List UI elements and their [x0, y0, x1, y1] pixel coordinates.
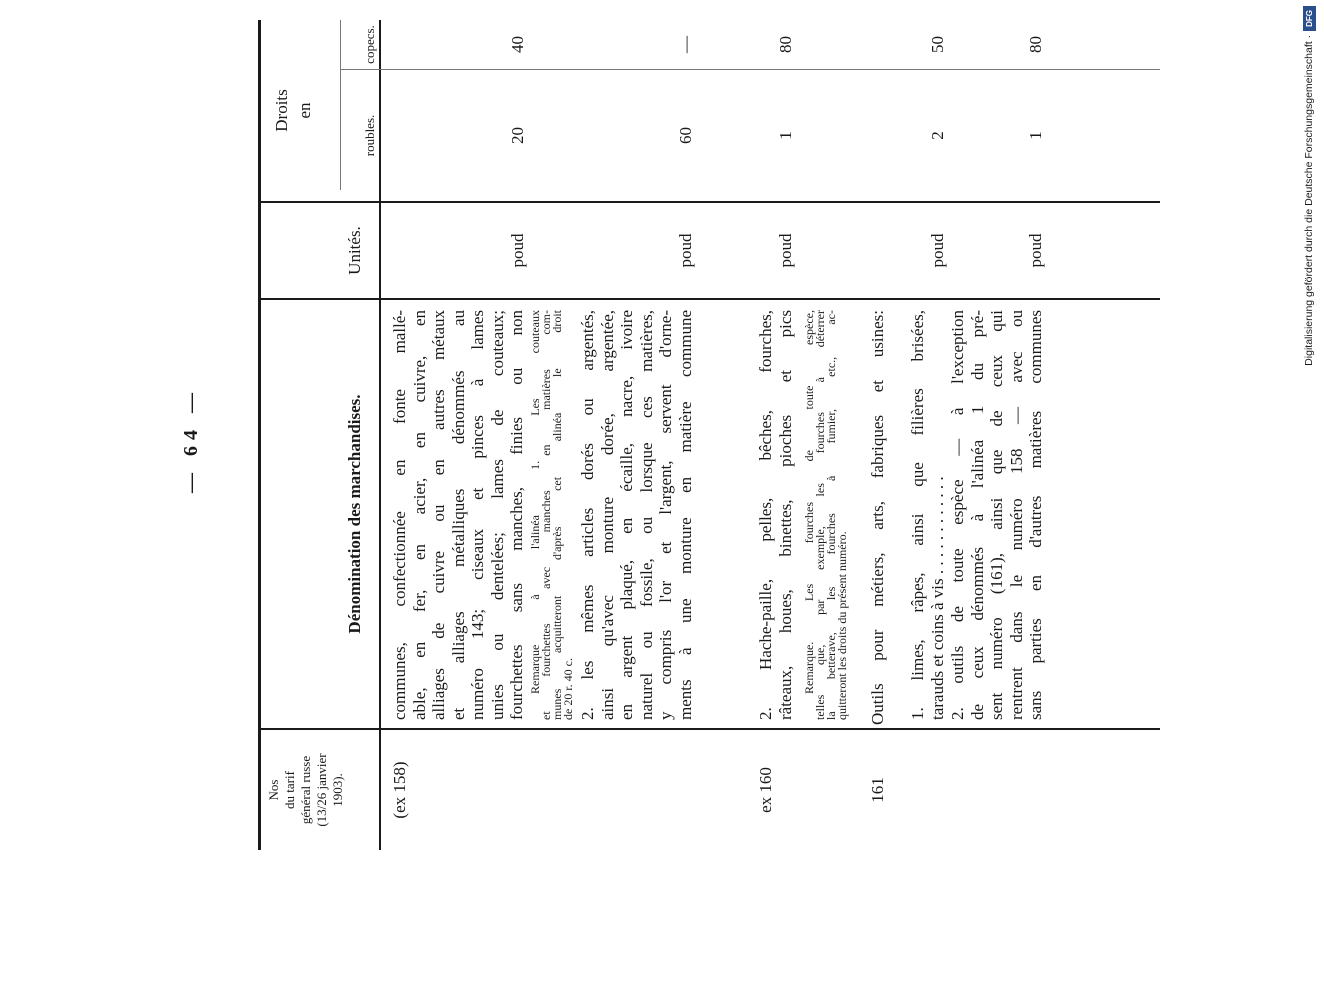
entry-copecs: —: [676, 36, 695, 53]
entry-copecs: 50: [928, 36, 947, 53]
entry-copecs: 40: [508, 36, 527, 53]
entry-text: [578, 310, 695, 720]
digitization-note: [1298, 6, 1320, 406]
header-no-line3: général russe: [298, 755, 313, 825]
text-line: 2. les mêmes articles dorés ou argentés,: [578, 310, 597, 720]
text-line: de ceux dénommés à l'alinéa 1 du pré-: [967, 310, 987, 720]
remark-line: la betterave, les fourches à fumier, etc., ac-: [824, 310, 838, 720]
entry-copecs: 80: [1026, 36, 1045, 53]
entry-roubles: 1: [776, 131, 795, 140]
header-unites: Unités.: [345, 226, 364, 275]
text-line: y compris l'or et l'argent, servent d'orne-: [656, 310, 675, 720]
remark-block: [804, 310, 848, 720]
header-roubles: roubles.: [362, 114, 377, 157]
text-line: râteaux, houes, binettes, pioches et pics: [775, 310, 795, 720]
remark-line: munes acquitteront d'après cet alinéa le droit: [550, 310, 564, 720]
header-denomination: Dénomination des marchandises.: [345, 394, 364, 634]
remark-line: Remarque. Les fourches de toute espèce,: [802, 310, 816, 694]
text-line: numéro 143; ciseaux et pinces à lames: [468, 310, 487, 720]
entry-text: [868, 310, 888, 725]
entry-text: [390, 310, 527, 720]
text-line: 2. Hache-paille, pelles, bêches, fourches,: [756, 310, 775, 720]
entry-roubles: 2: [928, 131, 947, 140]
entry-number: 161: [868, 777, 887, 803]
dfg-logo-icon: DFG: [1303, 6, 1316, 31]
rotated-page: [40, 0, 1280, 880]
entry-number: ex 160: [756, 767, 775, 813]
header-droits: [270, 20, 316, 201]
entry-unit: poud: [1026, 233, 1045, 268]
text-line: 1. limes, râpes, ainsi que filières brisées,: [908, 310, 927, 720]
entry-roubles: 20: [508, 127, 527, 144]
entry-text: [948, 310, 1046, 720]
digitization-text: Digitalisierung gefördert durch die Deutsche Forschungsgemeinschaft ·: [1303, 34, 1315, 366]
header-copecs: copecs.: [362, 25, 377, 64]
text-line: unies ou dentelées; lames de couteaux;: [487, 310, 507, 720]
text-line: ainsi qu'avec monture dorée, argentée,: [597, 310, 617, 720]
text-line: ments à une monture en matière commune: [675, 310, 695, 720]
text-line: sent numéro (161), ainsi que de ceux qui: [987, 310, 1006, 720]
header-no-line1: Nos: [266, 779, 281, 801]
droits-sub-rule: [340, 20, 341, 190]
col-rule-3: [258, 201, 1160, 203]
text-line: naturel ou fossile, ou lorsque ces matières,: [636, 310, 656, 720]
remark-line: telles que, par exemple, les fourches à déterrer: [813, 310, 827, 720]
header-droits-line1: Droits: [272, 89, 291, 132]
text-line: et alliages métalliques dénommés au: [448, 310, 468, 720]
text-line: tarauds et coins à vis . . . . . . . . . . . .: [927, 476, 947, 720]
page-number: — 64 —: [180, 387, 202, 493]
text-line: rentrent dans le numéro 158 — avec ou: [1006, 310, 1026, 720]
remark-line: de 20 r. 40 c.: [561, 658, 575, 720]
header-no-line5: 1903).: [330, 773, 345, 807]
text-line: communes, confectionnée en fonte mallé-: [390, 310, 409, 720]
text-line: alliages de cuivre ou en autres métaux: [429, 310, 448, 720]
entry-text: [756, 310, 795, 720]
header-no-line2: du tarif: [282, 771, 297, 809]
entry-roubles: 60: [676, 127, 695, 144]
text-line: fourchettes sans manches, finies ou non: [507, 310, 526, 720]
header-droits-line2: en: [295, 102, 314, 119]
entry-number: (ex 158): [390, 761, 409, 819]
entry-unit: poud: [776, 233, 795, 268]
remark-block: [530, 310, 574, 720]
entry-unit: poud: [928, 233, 947, 268]
entry-unit: poud: [676, 233, 695, 268]
entry-unit: poud: [508, 233, 527, 268]
header-number-col: [266, 730, 346, 850]
table-top-rule: [258, 20, 261, 850]
remark-line: et fourchettes avec manches en matières com-: [539, 310, 553, 720]
remark-line: Remarque à l'alinéa 1. Les couteaux: [528, 310, 542, 694]
entry-roubles: 1: [1026, 131, 1045, 140]
col-rule-2: [258, 298, 1160, 300]
text-line: en argent plaqué, en écaille, nacre, ivoire: [617, 310, 636, 720]
text-line: 2. outils de toute espèce — à l'exception: [948, 310, 967, 720]
header-bottom-rule: [379, 20, 381, 850]
entry-text: [908, 310, 947, 720]
text-line: Outils pour métiers, arts, fabriques et usines:: [868, 310, 887, 725]
text-line: able, en fer, en acier, en cuivre, en: [409, 310, 429, 720]
remark-line: quitteront les droits du présent numéro.: [835, 531, 849, 720]
entry-copecs: 80: [776, 36, 795, 53]
header-no-line4: (13/26 janvier: [314, 753, 329, 827]
text-line: sans parties en d'autres matières communes: [1026, 310, 1045, 720]
